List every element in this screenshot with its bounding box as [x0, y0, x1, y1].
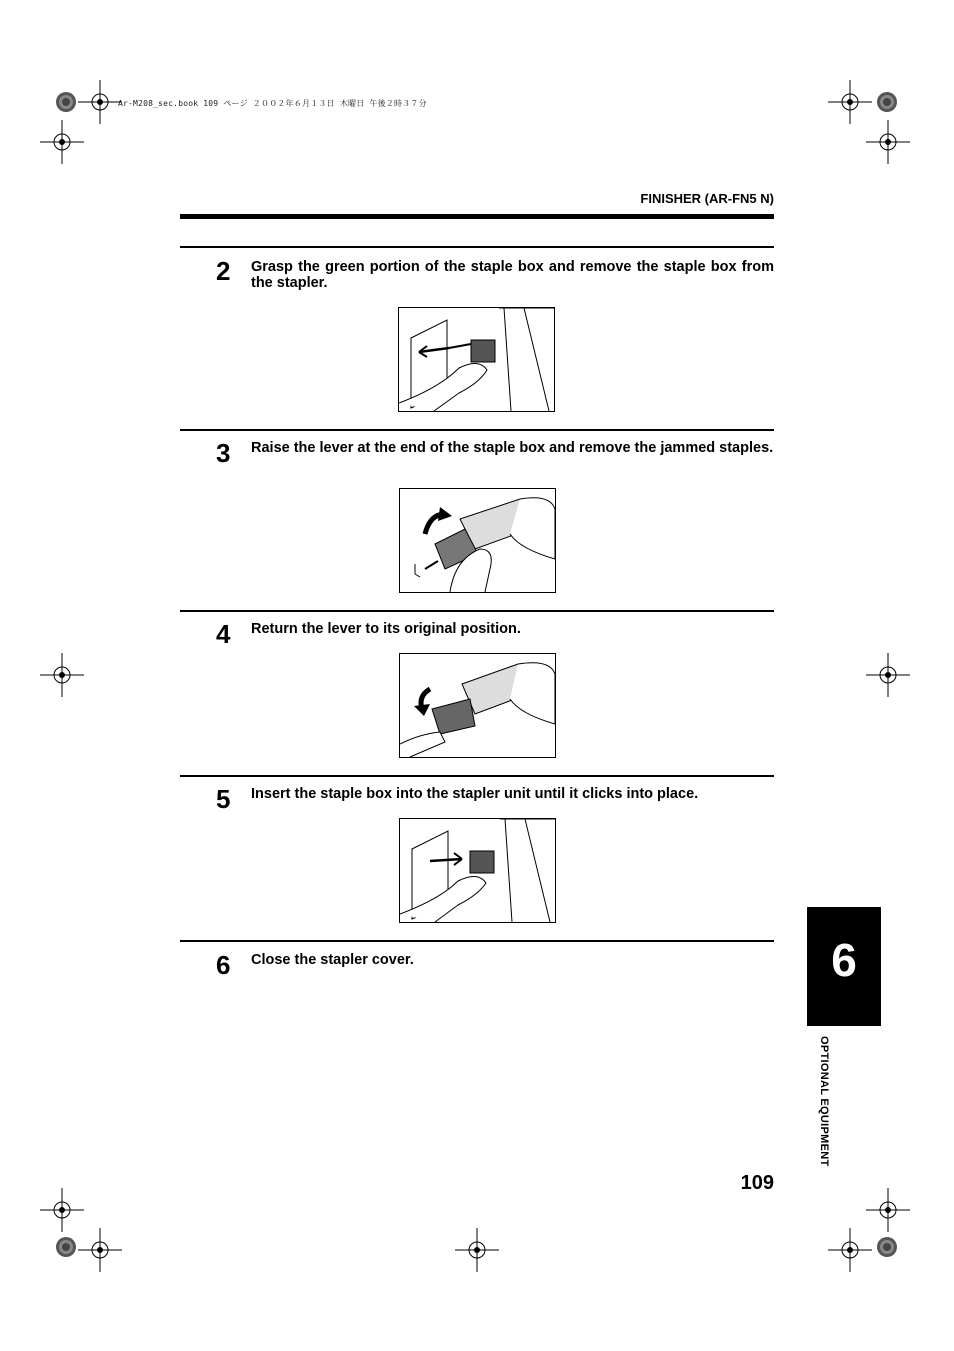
registration-mark-bottom-left-2: [78, 1228, 122, 1272]
page-number: 109: [740, 1172, 774, 1194]
step-number: 6: [216, 950, 231, 980]
color-rosette-top-left: [56, 92, 76, 112]
illustration-raise-lever: [399, 488, 556, 593]
file-meta: Ar-M208_sec.book 109 ページ ２００２年６月１３日 木曜日 午後２時３７分: [118, 99, 427, 108]
registration-mark-mid-left: [40, 653, 84, 697]
step-instruction: Raise the lever at the end of the staple box and remove the jammed staples.: [251, 440, 774, 456]
registration-mark-top-left: [78, 80, 122, 124]
illustration-return-lever: [399, 653, 556, 758]
illustration-remove-staple-box: [398, 307, 555, 412]
step-number: 5: [216, 784, 231, 814]
registration-mark-top-left-2: [40, 120, 84, 164]
step-instruction: Grasp the green portion of the staple box and remove the staple box from the stapler.: [251, 259, 774, 291]
registration-mark-mid-right: [866, 653, 910, 697]
chapter-number: 6: [831, 934, 857, 986]
color-rosette-bottom-right: [877, 1237, 897, 1257]
step-divider: [180, 940, 774, 942]
registration-mark-top-right: [828, 80, 872, 124]
registration-mark-bottom-center: [455, 1228, 499, 1272]
step-instruction: Close the stapler cover.: [251, 952, 414, 968]
chapter-label: OPTIONAL EQUIPMENT: [818, 1036, 830, 1167]
registration-mark-bottom-right-2: [828, 1228, 872, 1272]
step-divider: [180, 610, 774, 612]
step-divider: [180, 246, 774, 248]
step-number: 3: [216, 438, 231, 468]
registration-mark-bottom-left: [40, 1188, 84, 1232]
illustration-insert-staple-box: [399, 818, 556, 923]
registration-mark-top-right-2: [866, 120, 910, 164]
step-divider: [180, 429, 774, 431]
color-rosette-top-right: [877, 92, 897, 112]
step-number: 4: [216, 619, 231, 649]
step-instruction: Return the lever to its original position.: [251, 621, 521, 637]
color-rosette-bottom-left: [56, 1237, 76, 1257]
step-divider: [180, 775, 774, 777]
registration-mark-bottom-right: [866, 1188, 910, 1232]
step-number: 2: [216, 256, 231, 286]
header-rule: [180, 214, 774, 219]
section-title: FINISHER (AR-FN5 N): [640, 191, 774, 206]
step-instruction: Insert the staple box into the stapler unit until it clicks into place.: [251, 786, 699, 802]
